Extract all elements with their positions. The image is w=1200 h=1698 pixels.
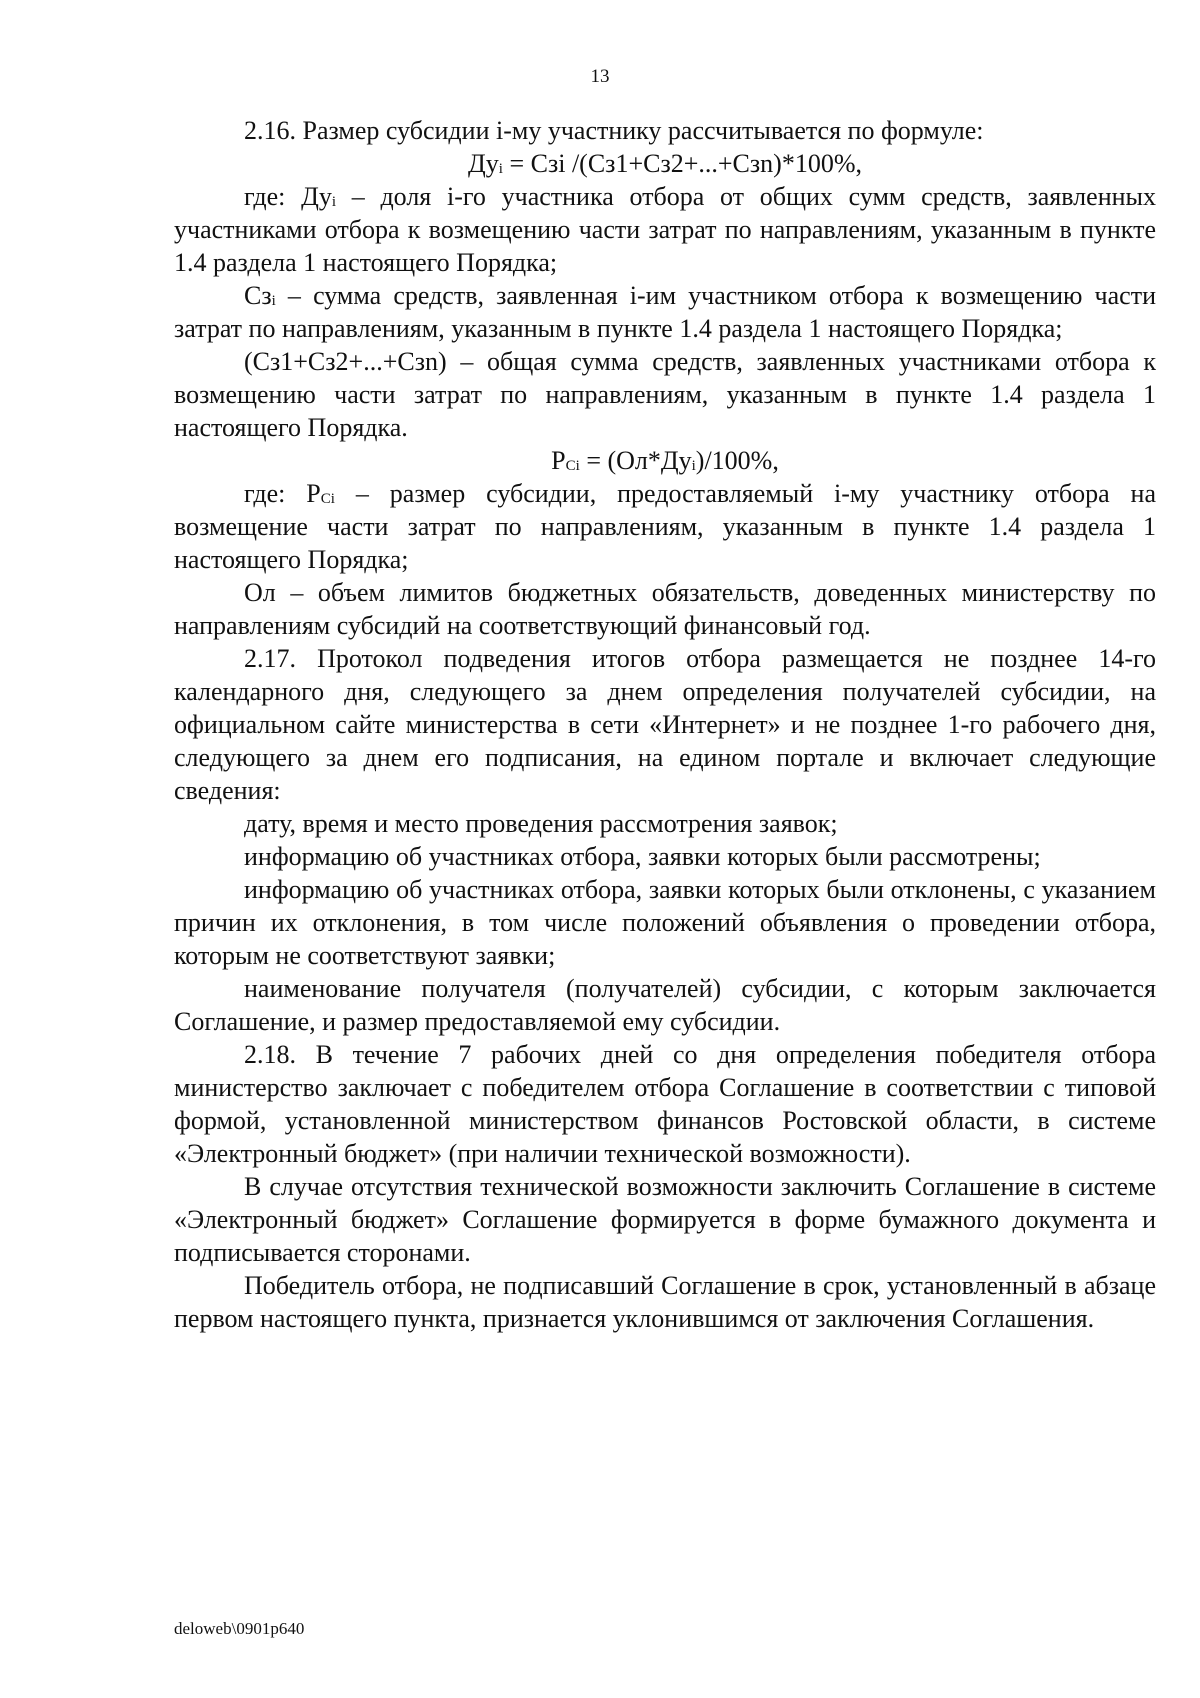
formula-share-mid: = Сз [502,149,559,178]
definition-limits: Ол – объем лимитов бюджетных обязательств, доведенных министерству по направлениям субсидий на соответствующий финансовый год. [174,578,1156,640]
page-number: 13 [590,66,610,87]
formula-share-rhs: /(Сз1+Сз2+...+Сзn)*100%, [565,149,862,178]
formula-share [174,147,1156,180]
definition-share-sub: i [331,194,336,210]
definition-subsidy-size-text: – размер субсидии, предоставляемый i-му участнику отбора на возмещение части затрат по направлениям, указанным в пункте 1.4 раздела 1 настоящего Порядка; [174,479,1156,574]
formula-share-lhs-sub: i [498,161,503,177]
definition-claimed-sum [174,279,1156,345]
definition-share-prefix: где: Ду [244,182,332,211]
section-2-18-paragraph: В случае отсутствия технической возможности заключить Соглашение в системе «Электронный бюджет» Соглашение формируется в форме бумажного документа и подписывается сторонами. [174,1172,1156,1267]
definition-subsidy-size-prefix: где: Р [244,479,321,508]
formula-share-lhs: Ду [468,149,499,178]
document-body [174,114,1156,1335]
section-2-18-paragraph: 2.18. В течение 7 рабочих дней со дня определения победителя отбора министерство заключает с победителем отбора Соглашение в соответствии с типовой формой, установленной министерством финансов Ростовской области, в системе «Электронный бюджет» (при наличии технической возможности). [174,1040,1156,1168]
formula-subsidy-mid: = (Ол*Ду [579,446,692,475]
section-2-17-item: информацию об участниках отбора, заявки которых были рассмотрены; [244,842,1041,871]
definition-claimed-sum-text: – сумма средств, заявленная i-им участником отбора к возмещению части затрат по направлениям, указанным в пункте 1.4 раздела 1 настоящего Порядка; [174,281,1156,343]
definition-subsidy-size [174,477,1156,576]
definition-claimed-sum-sub: i [271,293,276,309]
formula-subsidy-lhs: Р [551,446,566,475]
definition-share [174,180,1156,279]
formula-subsidy-rhs: )/100%, [695,446,779,475]
definition-share-text: – доля i-го участника отбора от общих сумм средств, заявленных участниками отбора к возмещению части затрат по направлениям, указанным в пункте 1.4 раздела 1 настоящего Порядка; [174,182,1156,277]
formula-subsidy [174,444,1156,477]
formula-subsidy-lhs-sub: Сi [565,458,580,474]
formula-subsidy-mid-sub: i [691,458,696,474]
definition-total-sum: (Сз1+Сз2+...+Сзn) – общая сумма средств, заявленных участниками отбора к возмещению части затрат по направлениям, указанным в пункте 1.4 раздела 1 настоящего Порядка. [174,347,1156,442]
section-2-18-paragraph: Победитель отбора, не подписавший Соглашение в срок, установленный в абзаце первом настоящего пункта, признается уклонившимся от заключения Соглашения. [174,1271,1156,1333]
definition-claimed-sum-prefix: Сз [244,281,272,310]
definition-subsidy-size-sub: Сi [320,491,335,507]
section-2-17-item: дату, время и место проведения рассмотрения заявок; [244,809,838,838]
formula-share-mid-sub: i [558,149,566,178]
section-2-17-item: наименование получателя (получателей) субсидии, с которым заключается Соглашение, и размер предоставляемой ему субсидии. [174,974,1156,1036]
section-2-17-intro: 2.17. Протокол подведения итогов отбора размещается не позднее 14-го календарного дня, следующего за днем определения получателей субсидии, на официальном сайте министерства в сети «Интернет» и не позднее 1-го рабочего дня, следующего за днем его подписания, на едином портале и включает следующие сведения: [174,644,1156,805]
footer-document-code: deloweb\0901p640 [174,1619,305,1638]
section-2-17-item: информацию об участниках отбора, заявки которых были отклонены, с указанием причин их отклонения, в том числе положений объявления о проведении отбора, которым не соответствуют заявки; [174,875,1156,970]
section-2-16-intro: 2.16. Размер субсидии i-му участнику рассчитывается по формуле: [244,116,984,145]
